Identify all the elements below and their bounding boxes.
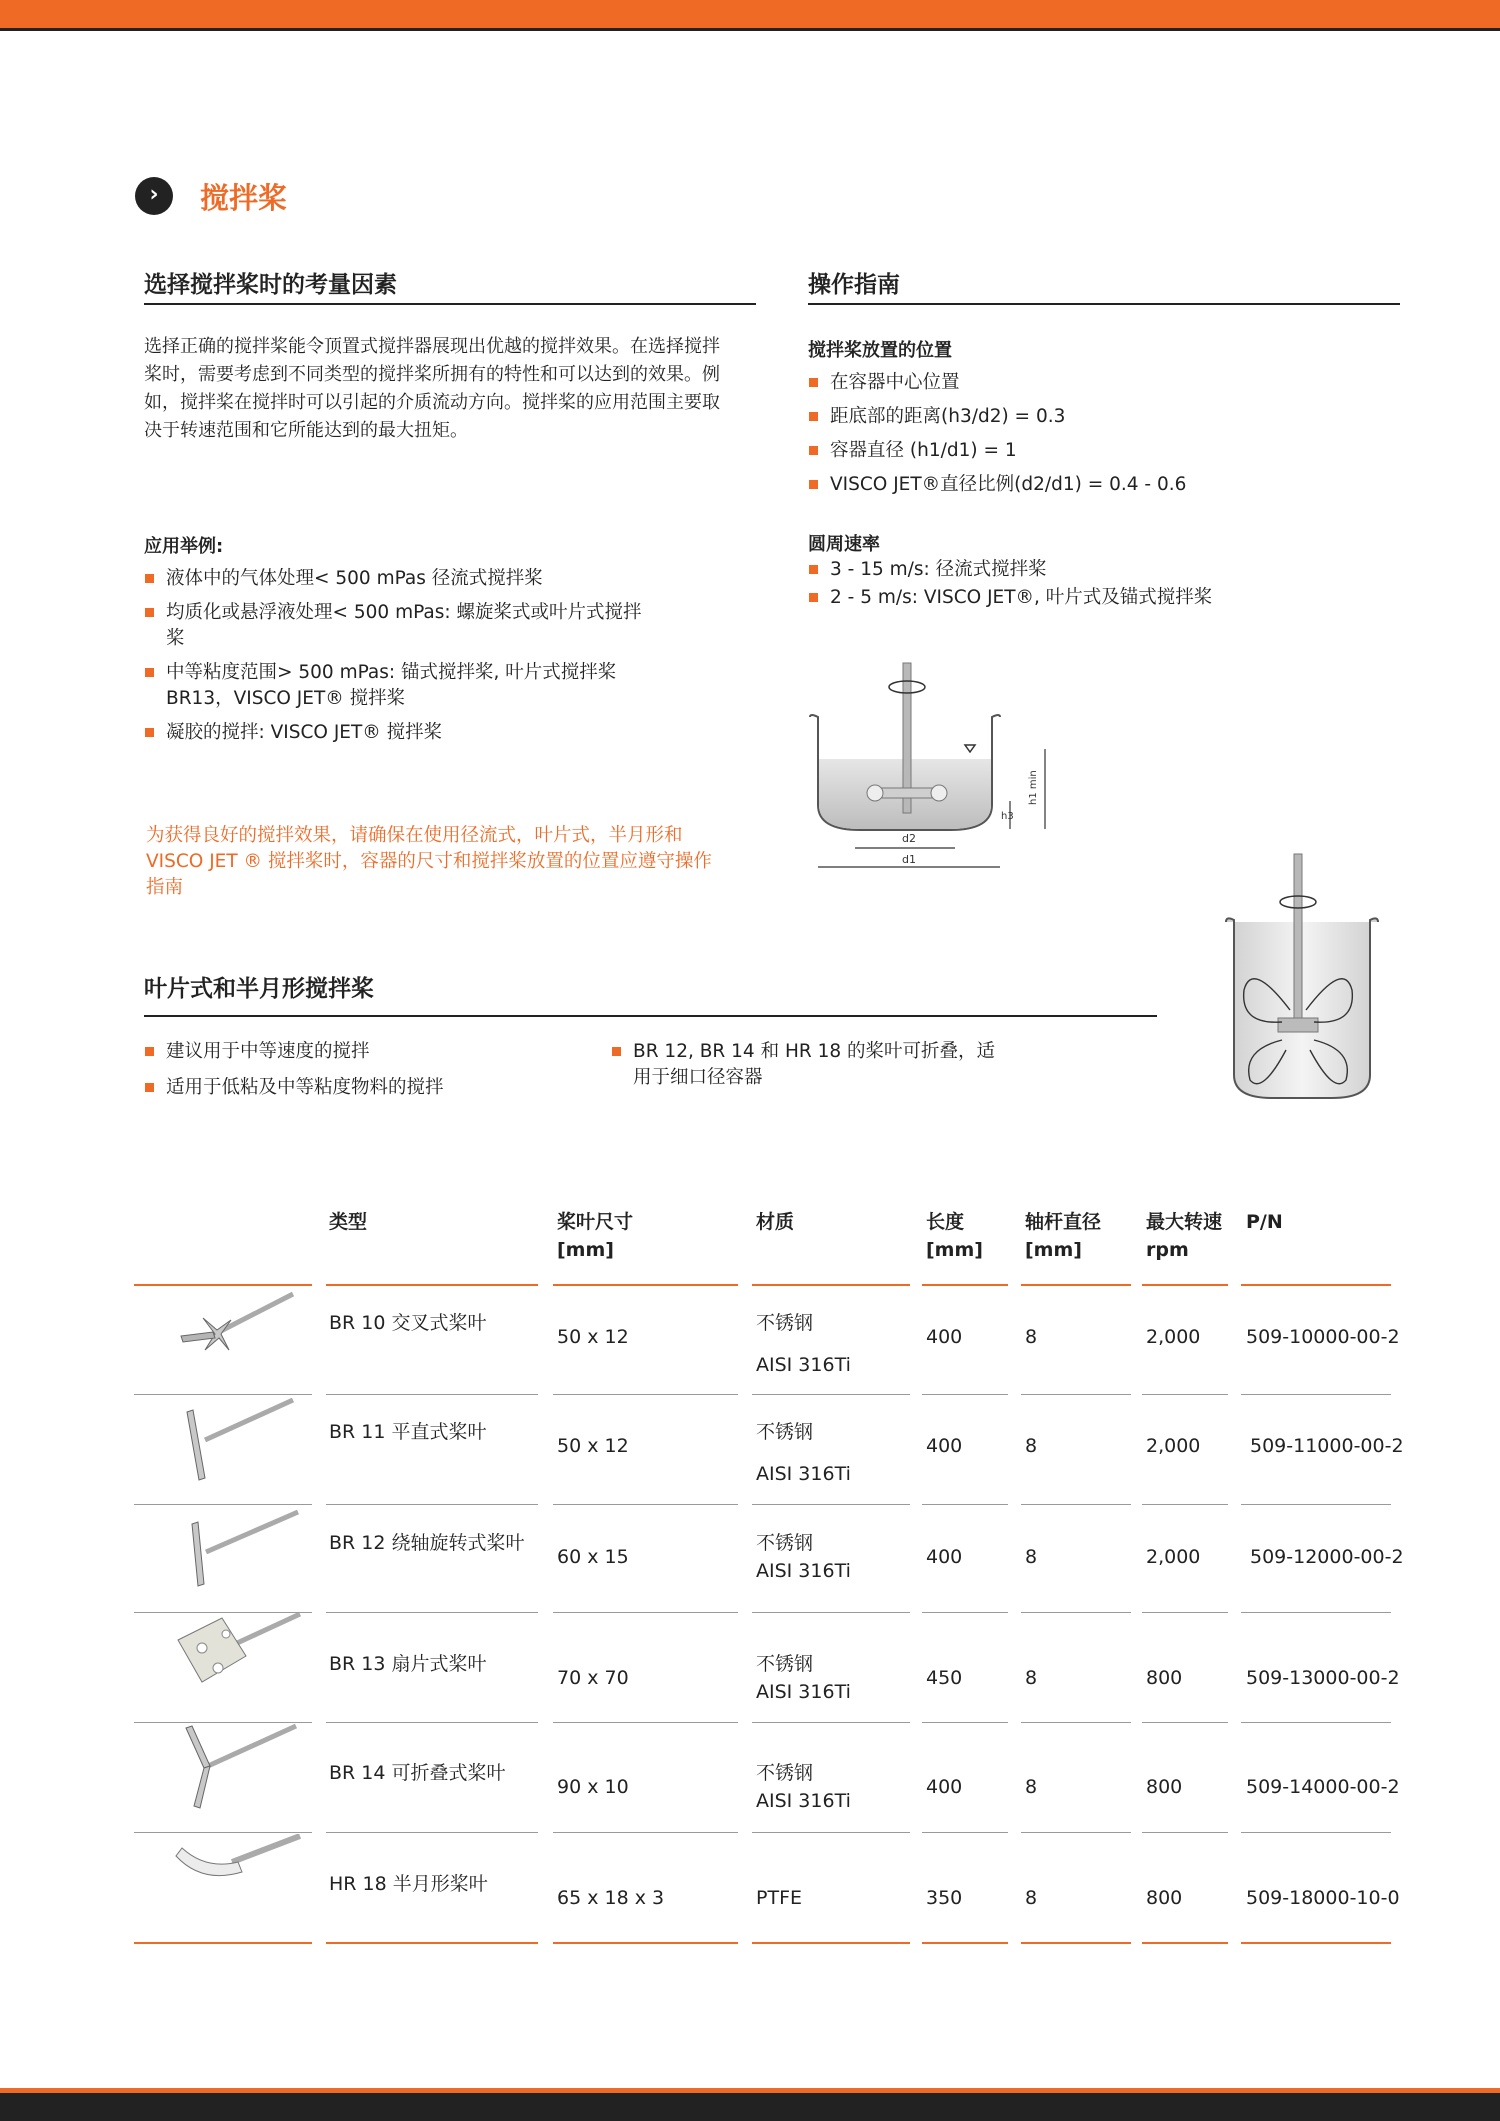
row-shaft: 8	[1025, 1667, 1038, 1689]
table-header-rule	[1241, 1284, 1391, 1286]
col-header-pn: P/N	[1246, 1211, 1283, 1233]
applications-list	[145, 566, 645, 754]
table-header-rule	[134, 1284, 312, 1286]
row-material-grade: AISI 316Ti	[756, 1560, 851, 1582]
row-divider	[752, 1394, 910, 1395]
br11-flat-blade-image	[175, 1398, 295, 1488]
row-size: 60 x 15	[557, 1546, 629, 1568]
table-header-rule	[752, 1284, 910, 1286]
table-bottom-rule	[134, 1942, 312, 1944]
row-size: 70 x 70	[557, 1667, 629, 1689]
table-header-rule	[1021, 1284, 1131, 1286]
considerations-paragraph: 选择正确的搅拌桨能令顶置式搅拌器展现出优越的搅拌效果。在选择搅拌桨时，需要考虑到不同类型的搅拌桨所拥有的特性和可以达到的效果。例如，搅拌桨在搅拌时可以引起的介质流动方向。搅拌桨的应用范围主要取决于转速范围和它所能达到的最大扭矩。	[144, 336, 720, 441]
row-divider	[1021, 1832, 1131, 1833]
row-divider	[1021, 1504, 1131, 1505]
application-item: 均质化或悬浮液处理< 500 mPas: 螺旋桨式或叶片式搅拌桨	[145, 600, 645, 652]
br14-foldable-blade-image	[178, 1722, 298, 1812]
col-header-shaft: 轴杆直径	[1025, 1211, 1102, 1233]
table-bottom-rule	[922, 1942, 1008, 1944]
row-divider	[134, 1722, 312, 1723]
row-material: 不锈钢	[756, 1653, 814, 1675]
row-divider	[922, 1722, 1008, 1723]
speed-list	[809, 557, 1399, 619]
hr18-half-moon-blade-image	[172, 1834, 302, 1894]
br12-pivot-blade-image	[180, 1508, 300, 1593]
row-divider	[326, 1722, 538, 1723]
table-bottom-rule	[752, 1942, 910, 1944]
row-shaft: 8	[1025, 1776, 1038, 1798]
col-header-shaft-unit: [mm]	[1025, 1239, 1082, 1261]
row-divider	[1142, 1394, 1228, 1395]
speed-item: 2 - 5 m/s: VISCO JET®, 叶片式及锚式搅拌桨	[809, 585, 1399, 611]
table-bottom-rule	[553, 1942, 738, 1944]
row-speed: 2,000	[1146, 1435, 1201, 1457]
row-speed: 800	[1146, 1776, 1183, 1798]
table-header-rule	[326, 1284, 538, 1286]
blade-features-right	[612, 1039, 1002, 1099]
row-speed: 2,000	[1146, 1326, 1201, 1348]
row-divider	[326, 1504, 538, 1505]
table-header-rule	[922, 1284, 1008, 1286]
row-divider	[553, 1504, 738, 1505]
row-divider	[752, 1832, 910, 1833]
row-divider	[1241, 1832, 1391, 1833]
row-material-grade: AISI 316Ti	[756, 1790, 851, 1812]
blade-feature-item: 适用于低粘及中等粘度物料的搅拌	[145, 1075, 585, 1101]
usage-note: 为获得良好的搅拌效果，请确保在使用径流式，叶片式，半月形和VISCO JET ® 搅拌桨时，容器的尺寸和搅拌桨放置的位置应遵守操作指南	[146, 825, 712, 898]
top-accent-bar	[0, 0, 1500, 31]
row-divider	[1241, 1722, 1391, 1723]
row-length: 400	[926, 1546, 963, 1568]
col-header-material: 材质	[756, 1211, 795, 1233]
row-divider	[134, 1832, 312, 1833]
flow-pattern-diagram	[1222, 850, 1382, 1100]
row-divider	[1021, 1394, 1131, 1395]
row-length: 400	[926, 1435, 963, 1457]
applications-heading: 应用举例:	[144, 536, 224, 557]
table-header-rule	[1142, 1284, 1228, 1286]
blade-feature-item: BR 12, BR 14 和 HR 18 的桨叶可折叠，适用于细口径容器	[612, 1039, 1002, 1091]
row-shaft: 8	[1025, 1546, 1038, 1568]
table-bottom-rule	[1021, 1942, 1131, 1944]
table-bottom-rule	[1142, 1942, 1228, 1944]
table-header-rule	[553, 1284, 738, 1286]
row-divider	[553, 1394, 738, 1395]
row-divider	[1142, 1832, 1228, 1833]
row-pn: 509-11000-00-2	[1250, 1435, 1404, 1457]
col-header-length: 长度	[926, 1211, 965, 1233]
diagram-label-h3: h3	[1001, 811, 1014, 822]
row-pn: 509-14000-00-2	[1246, 1776, 1400, 1798]
row-shaft: 8	[1025, 1887, 1038, 1909]
application-item: 中等粘度范围> 500 mPas: 锚式搅拌桨, 叶片式搅拌桨 BR13，VISCO JET® 搅拌桨	[145, 660, 645, 712]
row-size: 65 x 18 x 3	[557, 1887, 665, 1909]
impeller-placement-diagram	[800, 655, 1060, 880]
row-size: 50 x 12	[557, 1326, 629, 1348]
col-header-length-unit: [mm]	[926, 1239, 983, 1261]
placement-item: VISCO JET®直径比例(d2/d1) = 0.4 - 0.6	[809, 472, 1369, 498]
guide-rule	[808, 303, 1400, 305]
table-bottom-rule	[1241, 1942, 1391, 1944]
row-speed: 800	[1146, 1667, 1183, 1689]
row-divider	[1241, 1394, 1391, 1395]
row-material-grade: AISI 316Ti	[756, 1463, 851, 1485]
row-divider	[134, 1504, 312, 1505]
row-divider	[1142, 1612, 1228, 1613]
row-divider	[922, 1504, 1008, 1505]
table-bottom-rule	[326, 1942, 538, 1944]
row-divider	[553, 1832, 738, 1833]
row-pn: 509-12000-00-2	[1250, 1546, 1404, 1568]
row-material: 不锈钢	[756, 1312, 814, 1334]
row-divider	[1021, 1612, 1131, 1613]
row-material-grade: AISI 316Ti	[756, 1354, 851, 1376]
row-size: 50 x 12	[557, 1435, 629, 1457]
col-header-size: 桨叶尺寸	[557, 1211, 634, 1233]
row-shaft: 8	[1025, 1435, 1038, 1457]
diagram-label-h1min: h1 min	[1028, 770, 1039, 805]
placement-item: 在容器中心位置	[809, 370, 1369, 396]
row-type: BR 14 可折叠式桨叶	[329, 1762, 506, 1784]
row-divider	[752, 1504, 910, 1505]
placement-heading: 搅拌桨放置的位置	[808, 340, 952, 361]
row-type: BR 10 交叉式桨叶	[329, 1312, 487, 1334]
blade-section-rule	[144, 1015, 1157, 1017]
row-material-grade: AISI 316Ti	[756, 1681, 851, 1703]
row-divider	[134, 1612, 312, 1613]
blade-section-heading: 叶片式和半月形搅拌桨	[144, 976, 374, 1002]
col-header-size-unit: [mm]	[557, 1239, 614, 1261]
row-divider	[553, 1612, 738, 1613]
row-divider	[1021, 1722, 1131, 1723]
row-divider	[1241, 1612, 1391, 1613]
blade-feature-item: 建议用于中等速度的搅拌	[145, 1039, 585, 1065]
row-material: 不锈钢	[756, 1421, 814, 1443]
speed-heading: 圆周速率	[808, 534, 880, 555]
row-material: 不锈钢	[756, 1762, 814, 1784]
diagram-label-d1: d1	[902, 853, 916, 866]
row-speed: 2,000	[1146, 1546, 1201, 1568]
br10-cross-blade-image	[175, 1290, 295, 1375]
row-divider	[134, 1394, 312, 1395]
row-divider	[922, 1612, 1008, 1613]
row-material: 不锈钢	[756, 1532, 814, 1554]
col-header-type: 类型	[329, 1211, 368, 1233]
row-shaft: 8	[1025, 1326, 1038, 1348]
row-divider	[752, 1722, 910, 1723]
guide-heading: 操作指南	[808, 272, 900, 298]
br13-fan-blade-image	[172, 1610, 302, 1695]
row-divider	[1142, 1722, 1228, 1723]
row-divider	[326, 1394, 538, 1395]
row-type: HR 18 半月形桨叶	[329, 1873, 488, 1895]
considerations-rule	[144, 303, 756, 305]
diagram-label-d2: d2	[902, 832, 916, 845]
row-divider	[1241, 1504, 1391, 1505]
bottom-footer-bar	[0, 2088, 1500, 2121]
application-item: 凝胶的搅拌: VISCO JET® 搅拌桨	[145, 720, 645, 746]
row-length: 450	[926, 1667, 963, 1689]
row-speed: 800	[1146, 1887, 1183, 1909]
row-type: BR 13 扇片式桨叶	[329, 1653, 487, 1675]
placement-item: 距底部的距离(h3/d2) = 0.3	[809, 404, 1369, 430]
row-divider	[922, 1832, 1008, 1833]
row-pn: 509-18000-10-0	[1246, 1887, 1400, 1909]
row-size: 90 x 10	[557, 1776, 629, 1798]
row-pn: 509-13000-00-2	[1246, 1667, 1400, 1689]
page-title: 搅拌桨	[200, 181, 288, 215]
application-item: 液体中的气体处理< 500 mPas 径流式搅拌桨	[145, 566, 645, 592]
row-length: 350	[926, 1887, 963, 1909]
row-pn: 509-10000-00-2	[1246, 1326, 1400, 1348]
row-divider	[553, 1722, 738, 1723]
placement-item: 容器直径 (h1/d1) = 1	[809, 438, 1369, 464]
row-divider	[922, 1394, 1008, 1395]
row-length: 400	[926, 1776, 963, 1798]
row-material: PTFE	[756, 1887, 802, 1909]
row-type: BR 11 平直式桨叶	[329, 1421, 487, 1443]
row-divider	[326, 1832, 538, 1833]
row-length: 400	[926, 1326, 963, 1348]
blade-features-left	[145, 1039, 585, 1109]
row-type: BR 12 绕轴旋转式桨叶	[329, 1532, 525, 1554]
speed-item: 3 - 15 m/s: 径流式搅拌桨	[809, 557, 1399, 583]
chevron-right-icon: ›	[135, 177, 173, 215]
col-header-speed: 最大转速	[1146, 1211, 1223, 1233]
considerations-heading: 选择搅拌桨时的考量因素	[144, 272, 397, 298]
col-header-speed-unit: rpm	[1146, 1239, 1189, 1261]
row-divider	[752, 1612, 910, 1613]
row-divider	[326, 1612, 538, 1613]
row-divider	[1142, 1504, 1228, 1505]
placement-list	[809, 370, 1369, 506]
